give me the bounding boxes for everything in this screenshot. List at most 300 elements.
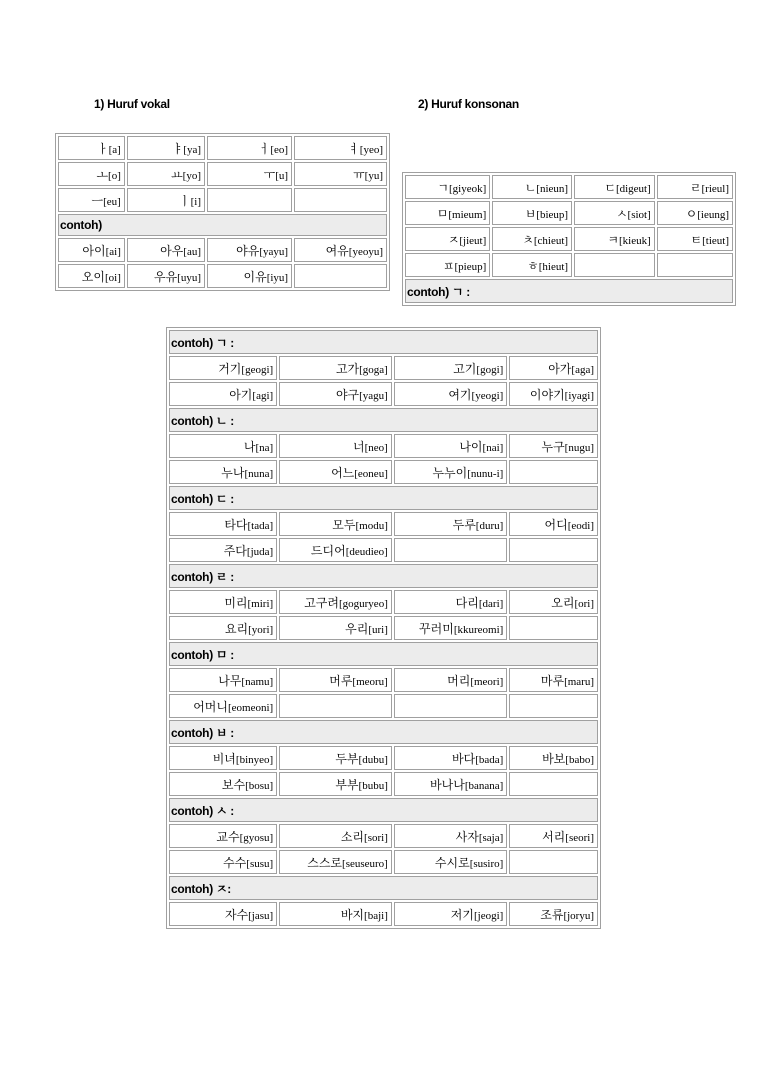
table-cell [169,772,277,796]
table-cell [394,382,507,406]
hangul-text: 주다 [223,543,247,558]
hangul-text: 여기 [448,387,472,402]
empty-cell [394,538,507,562]
hangul-text: 고기 [453,361,477,376]
hangul-text: ㅌ [690,232,703,247]
table-row [169,824,598,848]
table-cell [394,590,507,614]
table-cell [169,512,277,536]
romanization-text: [kkureomi] [453,623,504,636]
table-cell [492,253,572,277]
romanization-text: [modu] [355,519,388,532]
romanization-text: [meoru] [352,675,388,688]
hangul-text: 아가 [548,361,572,376]
table-cell [394,772,507,796]
hangul-text: 두부 [335,751,359,766]
romanization-text: [nuna] [244,467,274,480]
hangul-text: 거기 [218,361,242,376]
table-cell [58,162,125,186]
table-cell [279,538,392,562]
table-cell [394,824,507,848]
table-row [405,175,733,199]
empty-cell [509,460,598,484]
hangul-text: 이유 [243,269,267,284]
vowels-heading: 1) Huruf vokal [94,97,170,111]
consonants-heading: 2) Huruf konsonan [418,97,519,111]
hangul-text: ㄷ [604,180,616,195]
romanization-text: [gyosu] [239,831,274,844]
table-cell [492,201,572,225]
hangul-text: 어느 [331,465,355,480]
empty-cell [509,772,598,796]
hangul-text: ㅓ [258,141,271,156]
vowel-table [55,133,390,291]
romanization-text: [hieut] [538,260,569,273]
table-cell [394,616,507,640]
hangul-text: 수시로 [434,855,470,870]
hangul-text: ㅣ [179,193,191,208]
table-cell [207,162,292,186]
section-header: contoh) ㄴ : [169,408,598,432]
romanization-text: [eomeoni] [227,701,274,714]
romanization-text: [miri] [247,597,274,610]
table-row [169,850,598,874]
table-cell [509,824,598,848]
romanization-text: [bosu] [245,779,274,792]
hangul-text: 자수 [224,907,249,922]
romanization-text: [oi] [104,271,121,284]
hangul-text: ㅠ [353,167,365,182]
romanization-text: [agi] [252,389,274,402]
romanization-text: [banana] [464,779,504,792]
romanization-text: [giyeok] [449,182,487,195]
table-row [169,460,598,484]
section-header-row [169,330,598,354]
hangul-text: 오리 [551,595,575,610]
section-header-row [169,486,598,510]
consonant-table [402,172,736,306]
hangul-text: 저기 [450,907,474,922]
table-cell [394,746,507,770]
hangul-text: 부부 [335,777,359,792]
table-cell [657,227,733,251]
romanization-text: [dubu] [358,753,388,766]
romanization-text: [iyu] [266,271,289,284]
table-row [169,356,598,380]
table-cell [509,902,598,926]
romanization-text: [tada] [247,519,274,532]
table-cell [279,512,392,536]
romanization-text: [seori] [565,831,594,844]
romanization-text: [nunu-i] [467,467,504,480]
hangul-text: 조류 [540,907,564,922]
romanization-text: [eo] [270,143,289,156]
romanization-text: [binyeo] [235,753,274,766]
romanization-text: [meori] [470,675,504,688]
romanization-text: [maru] [564,675,594,688]
hangul-text: 야구 [335,387,360,402]
romanization-text: [bubu] [358,779,388,792]
romanization-text: [aga] [571,363,594,376]
hangul-text: 바지 [340,907,365,922]
hangul-text: 고가 [335,361,360,376]
romanization-text: [au] [183,245,201,258]
romanization-text: [yo] [182,169,201,182]
romanization-text: [deudieo] [345,545,388,558]
hangul-text: 타다 [224,517,248,532]
table-cell [169,590,277,614]
table-cell [279,850,392,874]
romanization-text: [u] [275,169,289,182]
romanization-text: [a] [108,143,121,156]
romanization-text: [susiro] [469,857,504,870]
hangul-text: ㅡ [91,193,104,208]
romanization-text: [na] [255,441,274,454]
table-cell [279,824,392,848]
table-cell [127,264,205,288]
hangul-text: 모두 [332,517,356,532]
empty-cell [207,188,292,212]
section-header-row [58,214,387,236]
section-header: contoh) ㅁ : [169,642,598,666]
hangul-text: 두루 [452,517,476,532]
hangul-text: ㅏ [97,141,109,156]
empty-cell [574,253,655,277]
romanization-text: [neo] [364,441,388,454]
table-row [405,253,733,277]
table-cell [169,616,277,640]
hangul-text: ㅂ [524,206,537,221]
romanization-text: [seuseuro] [342,857,388,870]
table-cell [279,460,392,484]
table-cell [279,590,392,614]
hangul-text: ㅑ [171,141,184,156]
hangul-text: 너 [353,439,365,454]
hangul-text: 나이 [459,439,483,454]
romanization-text: [dari] [478,597,504,610]
table-cell [169,434,277,458]
table-cell [169,668,277,692]
hangul-text: 보수 [221,777,246,792]
table-cell [207,136,292,160]
table-row [405,201,733,225]
table-cell [394,434,507,458]
table-row [58,264,387,288]
romanization-text: [mieum] [448,208,487,221]
table-cell [509,356,598,380]
table-cell [279,902,392,926]
hangul-text: 고구려 [304,595,339,610]
table-row [58,188,387,212]
romanization-text: [yeo] [359,143,383,156]
romanization-text: [nieun] [536,182,569,195]
section-header: contoh) ㄷ : [169,486,598,510]
romanization-text: [i] [190,195,201,208]
empty-cell [294,264,387,288]
section-header: contoh) ㅅ : [169,798,598,822]
hangul-text: ㅗ [96,167,109,182]
hangul-text: 머루 [329,673,353,688]
table-cell [127,136,205,160]
table-cell [394,850,507,874]
section-header-row [169,798,598,822]
hangul-text: ㅍ [442,258,455,273]
hangul-text: 마루 [540,673,565,688]
table-cell [58,264,125,288]
table-cell [169,382,277,406]
hangul-text: ㅇ [685,206,698,221]
table-cell [405,227,490,251]
hangul-text: ㅅ [615,206,628,221]
table-cell [169,902,277,926]
romanization-text: [goguryeo] [338,597,388,610]
romanization-text: [juda] [246,545,274,558]
section-header-row [169,720,598,744]
empty-cell [294,188,387,212]
example-table [166,327,601,929]
hangul-text: 서리 [542,829,566,844]
romanization-text: [uri] [368,623,388,636]
hangul-text: 아이 [82,243,106,258]
romanization-text: [susu] [246,857,274,870]
table-row [169,512,598,536]
romanization-text: [namu] [241,675,274,688]
table-cell [574,227,655,251]
table-row [169,772,598,796]
empty-cell [509,850,598,874]
hangul-text: 교수 [216,829,240,844]
empty-cell [657,253,733,277]
table-cell [405,201,490,225]
table-cell [509,512,598,536]
hangul-text: 바다 [452,751,476,766]
table-cell [169,694,277,718]
hangul-text: ㄴ [524,180,537,195]
table-row [169,382,598,406]
table-cell [279,356,392,380]
hangul-text: 미리 [224,595,248,610]
table-cell [279,668,392,692]
table-row [169,538,598,562]
hangul-text: 누누이 [432,465,468,480]
romanization-text: [ya] [183,143,201,156]
table-cell [127,188,205,212]
romanization-text: [yori] [248,623,274,636]
hangul-text: 소리 [340,829,365,844]
hangul-text: 이야기 [529,387,565,402]
romanization-text: [jasu] [248,909,274,922]
table-row [58,238,387,262]
empty-cell [509,538,598,562]
empty-cell [394,694,507,718]
romanization-text: [digeut] [615,182,651,195]
table-cell [294,162,387,186]
romanization-text: [baji] [364,909,388,922]
hangul-text: 아우 [160,243,184,258]
romanization-text: [nugu] [564,441,594,454]
section-header: contoh) ㄹ : [169,564,598,588]
hangul-text: 바보 [542,751,566,766]
hangul-text: 아기 [229,387,253,402]
romanization-text: [uyu] [177,271,201,284]
hangul-text: 우리 [345,621,369,636]
empty-cell [509,694,598,718]
hangul-text: ㄱ [437,180,449,195]
table-cell [207,264,292,288]
romanization-text: [o] [108,169,121,182]
hangul-text: 어디 [544,517,568,532]
romanization-text: [kieuk] [619,234,651,247]
romanization-text: [bieup] [536,208,569,221]
table-cell [169,460,277,484]
hangul-text: ㅜ [263,167,276,182]
table-cell [394,356,507,380]
table-cell [279,746,392,770]
table-cell [169,538,277,562]
hangul-text: 누구 [541,439,565,454]
table-cell [509,590,598,614]
table-cell [169,824,277,848]
table-cell [574,175,655,199]
romanization-text: [yu] [364,169,383,182]
table-row [169,590,598,614]
romanization-text: [nai] [482,441,504,454]
table-row [169,746,598,770]
hangul-text: ㅎ [527,258,539,273]
table-cell [279,382,392,406]
hangul-text: 꾸러미 [419,621,454,636]
table-cell [279,616,392,640]
table-cell [657,175,733,199]
romanization-text: [yagu] [359,389,388,402]
table-cell [509,668,598,692]
table-row [169,668,598,692]
hangul-text: ㅁ [436,206,449,221]
section-header-row [405,279,733,303]
romanization-text: [ai] [105,245,121,258]
table-cell [405,175,490,199]
hangul-text: 우유 [153,269,178,284]
hangul-text: ㅋ [607,232,620,247]
table-cell [279,772,392,796]
hangul-text: 야유 [236,243,260,258]
hangul-text: ㄹ [689,180,702,195]
table-cell [492,175,572,199]
section-header: contoh) [58,214,387,236]
romanization-text: [iyagi] [564,389,594,402]
romanization-text: [yeogi] [471,389,504,402]
table-cell [394,460,507,484]
hangul-text: 수수 [223,855,247,870]
table-row [169,616,598,640]
hangul-text: ㅕ [348,141,360,156]
hangul-text: 다리 [455,595,479,610]
section-header: contoh) ㄱ : [405,279,733,303]
hangul-text: 스스로 [307,855,343,870]
hangul-text: ㅛ [171,167,183,182]
table-cell [169,356,277,380]
romanization-text: [yayu] [259,245,289,258]
table-cell [509,382,598,406]
romanization-text: [babo] [565,753,594,766]
hangul-text: 바나나 [430,777,465,792]
hangul-text: 여유 [325,243,349,258]
hangul-text: 어머니 [193,699,228,714]
hangul-text: 나 [243,439,256,454]
hangul-text: 요리 [224,621,249,636]
empty-cell [509,616,598,640]
romanization-text: [sori] [364,831,388,844]
table-row [169,434,598,458]
table-cell [574,201,655,225]
table-cell [394,512,507,536]
romanization-text: [jieut] [459,234,487,247]
hangul-text: ㅈ [447,232,460,247]
table-cell [127,162,205,186]
table-cell [279,434,392,458]
table-cell [405,253,490,277]
section-header: contoh) ㅂ : [169,720,598,744]
table-cell [127,238,205,262]
romanization-text: [tieut] [702,234,729,247]
romanization-text: [jeogi] [473,909,504,922]
romanization-text: [pieup] [454,260,487,273]
romanization-text: [chieut] [533,234,569,247]
romanization-text: [siot] [627,208,651,221]
table-cell [207,238,292,262]
romanization-text: [rieul] [701,182,729,195]
table-row [169,694,598,718]
section-header-row [169,876,598,900]
romanization-text: [eodi] [567,519,594,532]
table-cell [657,201,733,225]
romanization-text: [geogi] [241,363,274,376]
hangul-text: 비녀 [212,751,236,766]
romanization-text: [bada] [475,753,504,766]
table-row [405,227,733,251]
section-header-row [169,642,598,666]
table-cell [169,850,277,874]
romanization-text: [joryu] [563,909,594,922]
romanization-text: [ieung] [697,208,729,221]
section-header: contoh) ㅈ: [169,876,598,900]
romanization-text: [yeoyu] [348,245,383,258]
table-cell [394,668,507,692]
hangul-text: 드디어 [310,543,346,558]
romanization-text: [duru] [475,519,504,532]
table-cell [294,136,387,160]
table-cell [58,238,125,262]
table-cell [294,238,387,262]
hangul-text: 오이 [81,269,105,284]
table-cell [492,227,572,251]
hangul-text: 사자 [455,829,479,844]
table-cell [509,434,598,458]
table-cell [509,746,598,770]
table-row [169,902,598,926]
romanization-text: [saja] [478,831,504,844]
table-cell [169,746,277,770]
hangul-text: ㅊ [522,232,534,247]
hangul-text: 나무 [218,673,242,688]
table-row [58,162,387,186]
table-cell [58,136,125,160]
section-header-row [169,408,598,432]
romanization-text: [ori] [574,597,594,610]
romanization-text: [goga] [359,363,388,376]
table-cell [394,902,507,926]
romanization-text: [gogi] [476,363,504,376]
